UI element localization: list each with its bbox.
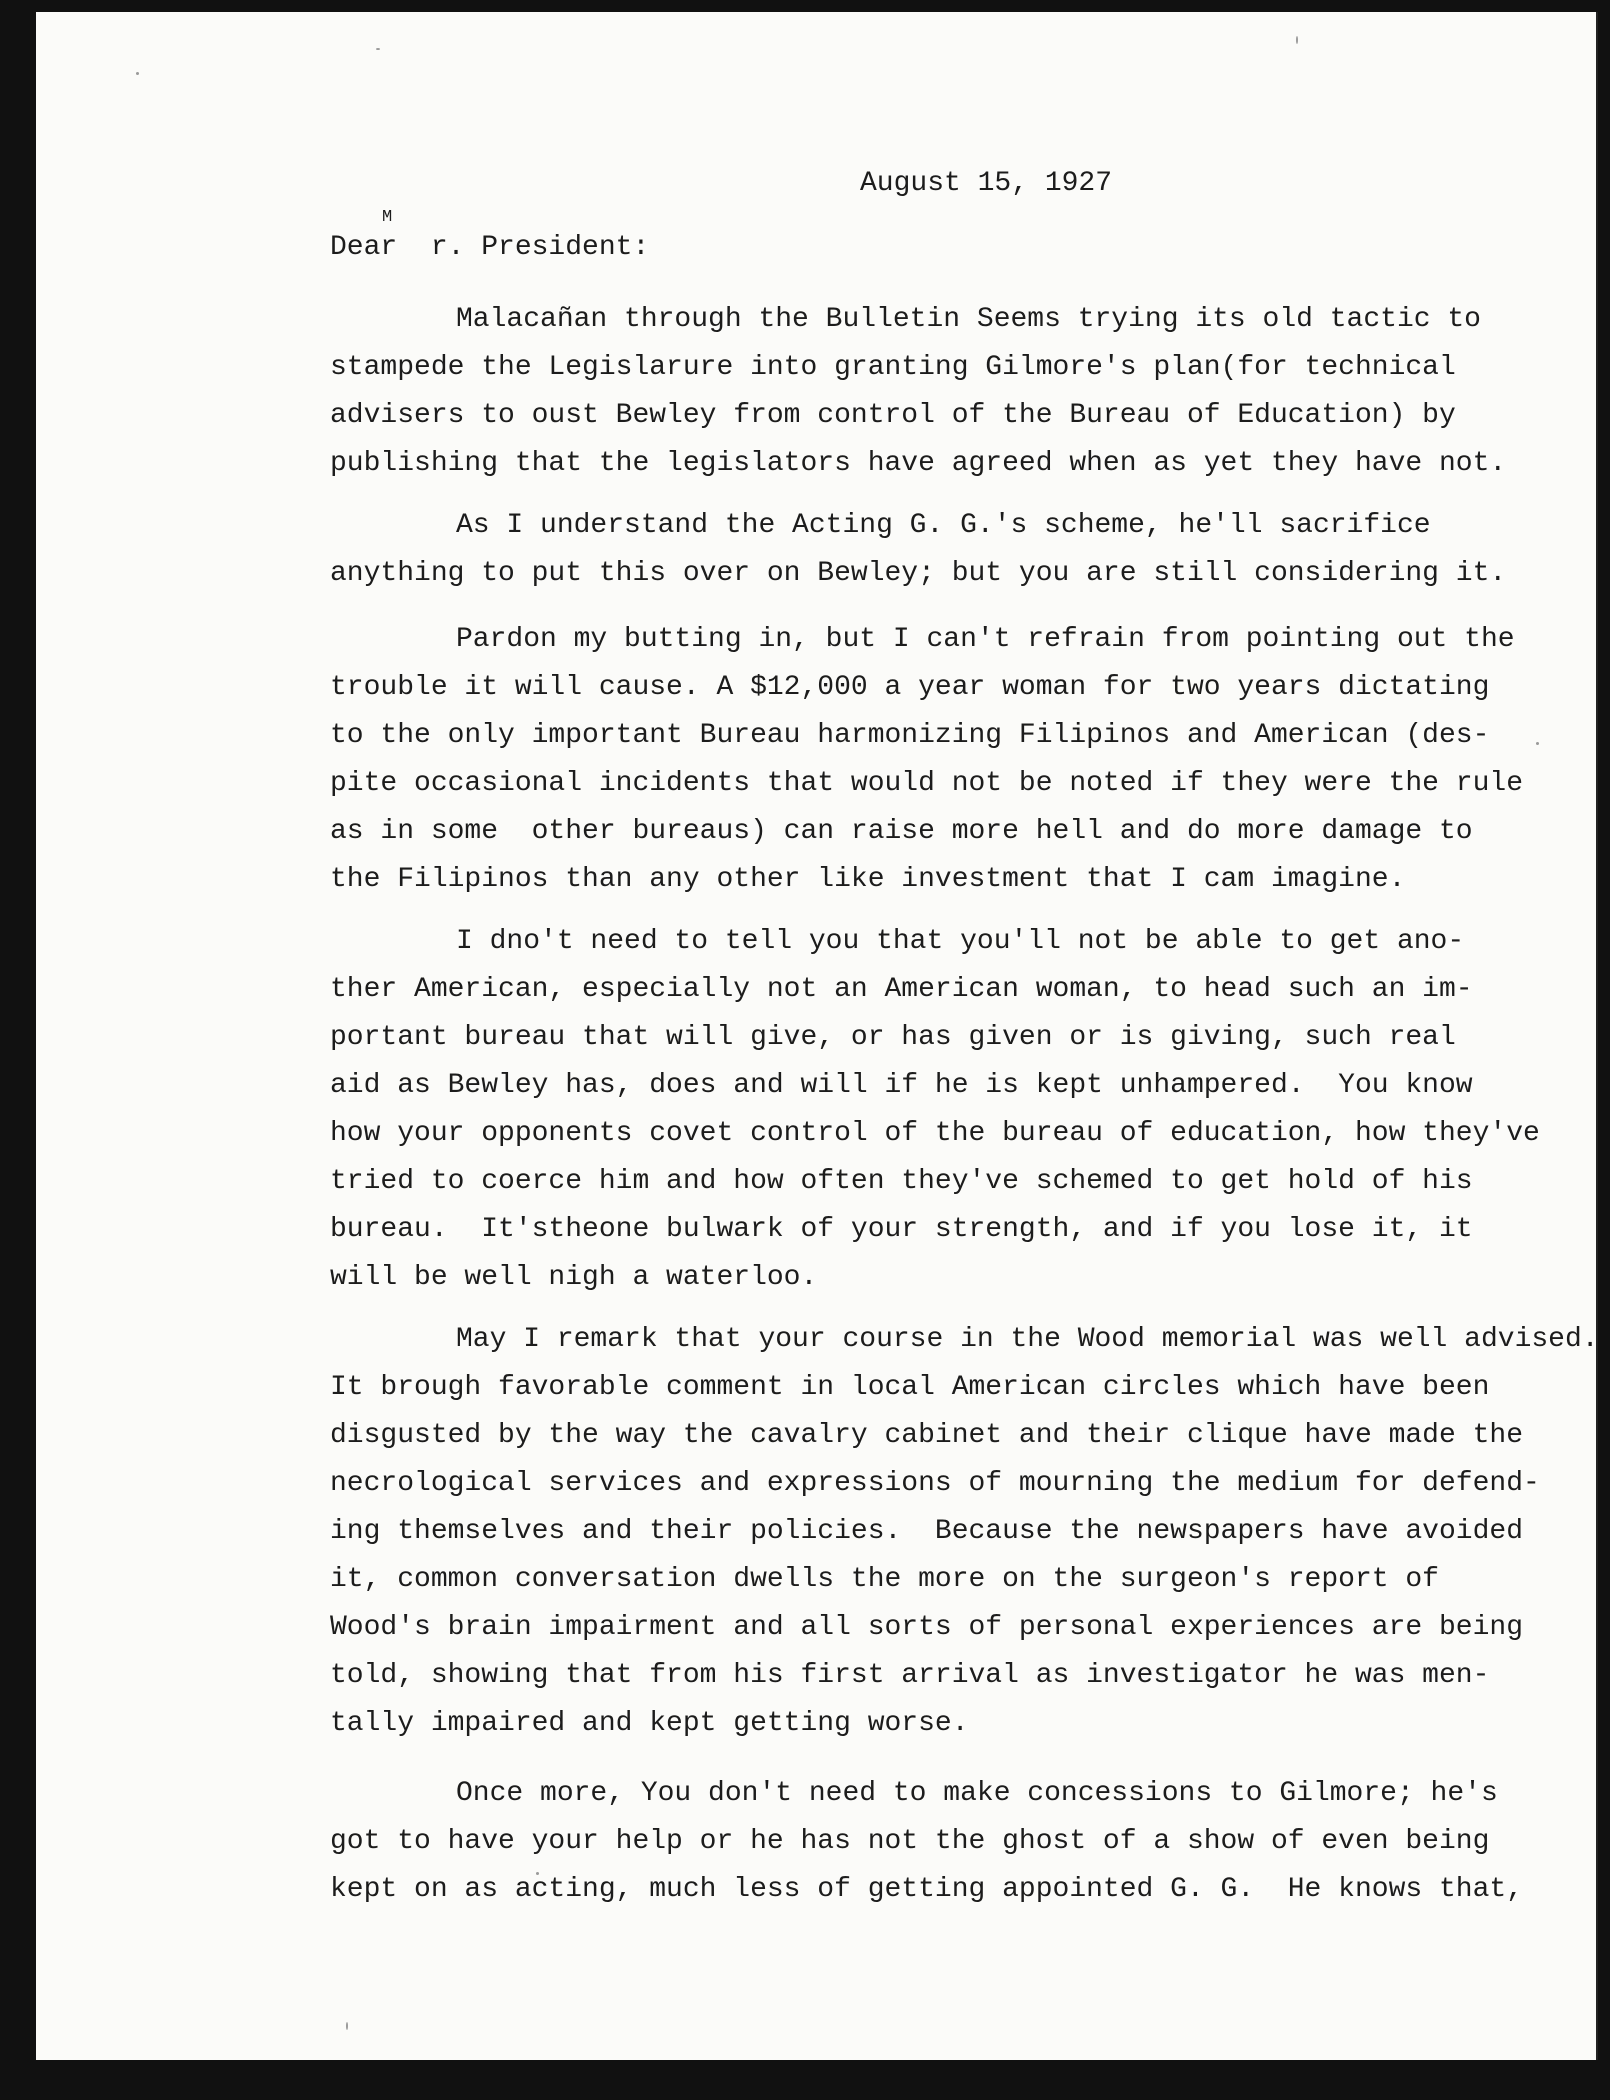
text-line: kept on as acting, much less of getting appointed G. G. He knows that, xyxy=(330,1874,1523,1905)
text-line: Malacañan through the Bulletin Seems trying its old tactic to xyxy=(456,304,1481,335)
salutation: Dear r. President: xyxy=(330,232,650,263)
text-line: how your opponents covet control of the bureau of education, how they've xyxy=(330,1118,1540,1149)
scan-speck xyxy=(346,2022,348,2030)
text-line: Pardon my butting in, but I can't refrain from pointing out the xyxy=(456,624,1515,655)
text-line: it, common conversation dwells the more on the surgeon's report of xyxy=(330,1564,1439,1595)
text-line: ther American, especially not an American woman, to head such an im- xyxy=(330,974,1473,1005)
text-line: pite occasional incidents that would not be noted if they were the rule xyxy=(330,768,1523,799)
text-line: ing themselves and their policies. Because the newspapers have avoided xyxy=(330,1516,1523,1547)
text-line: portant bureau that will give, or has given or is giving, such real xyxy=(330,1022,1456,1053)
paragraph-5 xyxy=(330,1316,1599,1748)
text-line: told, showing that from his first arrival as investigator he was men- xyxy=(330,1660,1490,1691)
paragraph-3 xyxy=(330,616,1570,904)
paragraph-4 xyxy=(330,918,1570,1302)
scan-speck xyxy=(136,72,139,75)
text-line: got to have your help or he has not the ghost of a show of even being xyxy=(330,1826,1490,1857)
text-line: tally impaired and kept getting worse. xyxy=(330,1708,969,1739)
paragraph-1 xyxy=(330,296,1570,488)
text-line: will be well nigh a waterloo. xyxy=(330,1262,818,1293)
text-line: the Filipinos than any other like investment that I cam imagine. xyxy=(330,864,1406,895)
text-line: As I understand the Acting G. G.'s scheme, he'll sacrifice xyxy=(456,510,1431,541)
paragraph-2 xyxy=(330,502,1570,598)
text-line: as in some other bureaus) can raise more hell and do more damage to xyxy=(330,816,1473,847)
text-line: necrological services and expressions of mourning the medium for defend- xyxy=(330,1468,1540,1499)
text-line: May I remark that your course in the Wood memorial was well advised. xyxy=(456,1324,1599,1355)
salutation-correction: M xyxy=(382,208,393,227)
text-line: Wood's brain impairment and all sorts of personal experiences are being xyxy=(330,1612,1523,1643)
text-line: advisers to oust Bewley from control of the Bureau of Education) by xyxy=(330,400,1456,431)
text-line: trouble it will cause. A $12,000 a year woman for two years dictating xyxy=(330,672,1490,703)
scan-speck xyxy=(376,48,380,50)
text-line: stampede the Legislarure into granting Gilmore's plan(for technical xyxy=(330,352,1456,383)
text-line: to the only important Bureau harmonizing Filipinos and American (des- xyxy=(330,720,1490,751)
text-line: publishing that the legislators have agreed when as yet they have not. xyxy=(330,448,1507,479)
text-line: It brough favorable comment in local American circles which have been xyxy=(330,1372,1490,1403)
text-line: aid as Bewley has, does and will if he is kept unhampered. You know xyxy=(330,1070,1473,1101)
text-line: bureau. It'stheone bulwark of your strength, and if you lose it, it xyxy=(330,1214,1473,1245)
letter-date: August 15, 1927 xyxy=(860,168,1113,199)
text-line: tried to coerce him and how often they've schemed to get hold of his xyxy=(330,1166,1473,1197)
text-line: disgusted by the way the cavalry cabinet and their clique have made the xyxy=(330,1420,1523,1451)
text-line: anything to put this over on Bewley; but you are still considering it. xyxy=(330,558,1507,589)
text-line: I dno't need to tell you that you'll not be able to get ano- xyxy=(456,926,1465,957)
paragraph-6 xyxy=(330,1770,1570,1914)
scan-speck xyxy=(1296,36,1298,44)
text-line: Once more, You don't need to make concessions to Gilmore; he's xyxy=(456,1778,1498,1809)
